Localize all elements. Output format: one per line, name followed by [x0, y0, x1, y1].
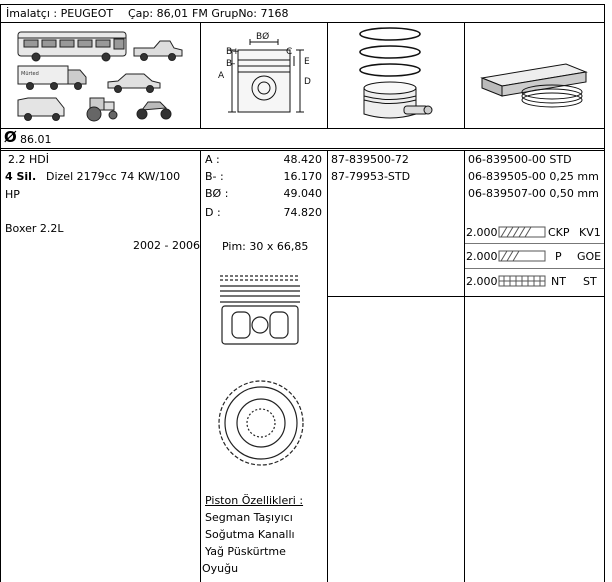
diagram-label-a: A: [218, 71, 225, 81]
diagram-label-d: D: [304, 77, 311, 87]
production-years: 2002 - 2006: [133, 239, 200, 252]
col-divider-3b: [464, 150, 465, 582]
compression-ring-icon: [498, 224, 546, 240]
diameter-value: 86.01: [20, 133, 52, 146]
group-number-label: FM GrupNo: 7168: [192, 7, 289, 20]
oil-ring-icon: [498, 273, 546, 289]
diameter-row-bottom: [0, 148, 605, 149]
dim-value-a: 48.420: [283, 153, 322, 166]
bore-label: Çap: 86,01: [128, 7, 189, 20]
dim-value-d: 74.820: [283, 206, 322, 219]
diagram-label-b-minus: B-: [226, 59, 236, 69]
dim-label-d: D :: [205, 206, 221, 219]
vehicles-icon: [14, 26, 194, 124]
scraper-ring-icon: [498, 248, 546, 264]
diameter-symbol-icon: Ø: [4, 128, 17, 146]
col-divider-1: [200, 22, 201, 128]
piston-top-drawing-icon: [216, 378, 306, 468]
svg-text:Mürted: Mürted: [21, 71, 39, 77]
ring-code-label: P: [555, 250, 562, 263]
ring-size: 2.000: [466, 250, 498, 263]
ring-set-box-icon: [476, 58, 596, 108]
piston-feature-item: Oyuğu: [202, 562, 239, 575]
ring-type-label: KV1: [579, 226, 601, 239]
vehicle-model: Boxer 2.2L: [5, 222, 64, 235]
dim-label-b-diameter: BØ :: [205, 187, 229, 200]
diagram-label-b-plus: B+: [226, 47, 240, 57]
col-divider-3: [464, 22, 465, 128]
ring-size: 2.000: [466, 226, 498, 239]
header-bottom: [0, 22, 605, 23]
dim-label-a: A :: [205, 153, 220, 166]
ring-code[interactable]: 06-839507-00 0,50 mm: [468, 187, 599, 200]
rings-row-bottom: [327, 296, 605, 297]
piston-feature-item: Soğutma Kanallı: [205, 528, 295, 541]
ring-type-label: GOE: [577, 250, 602, 263]
ring-size: 2.000: [466, 275, 498, 288]
piston-code[interactable]: 87-79953-STD: [331, 170, 411, 183]
col-divider-2: [327, 22, 328, 128]
manufacturer-label: İmalatçı : PEUGEOT: [6, 7, 114, 20]
piston-side-drawing-icon: [218, 272, 302, 348]
piston-features-title: Piston Özellikleri :: [205, 494, 304, 507]
rings-and-piston-icon: [350, 26, 440, 124]
diagram-label-e: E: [304, 57, 310, 67]
dim-label-b-minus: B- :: [205, 170, 224, 183]
piston-code[interactable]: 87-839500-72: [331, 153, 409, 166]
dim-value-b-minus: 16.170: [283, 170, 322, 183]
piston-feature-item: Yağ Püskürtme: [205, 545, 286, 558]
pin-size: Pim: 30 x 66,85: [222, 240, 309, 253]
ring-code[interactable]: 06-839505-00 0,25 mm: [468, 170, 599, 183]
border-left: [0, 4, 1, 582]
dim-value-b-diameter: 49.040: [283, 187, 322, 200]
ring-code[interactable]: 06-839500-00 STD: [468, 153, 572, 166]
border-top: [0, 4, 605, 5]
cylinder-count: 4 Sil.: [5, 170, 37, 183]
border-right: [604, 4, 605, 582]
ring-code-label: CKP: [548, 226, 570, 239]
piston-dimension-diagram-icon: [210, 30, 320, 122]
image-row-bottom: [0, 128, 605, 129]
col-divider-1b: [200, 150, 201, 582]
engine-model: 2.2 HDİ: [8, 153, 49, 166]
details-top: [0, 150, 605, 151]
ring-code-label: NT: [551, 275, 566, 288]
ring-divider-2: [464, 268, 605, 269]
diagram-label-c: C: [286, 47, 293, 57]
engine-spec: Dizel 2179cc 74 KW/100: [46, 170, 181, 183]
engine-hp-unit: HP: [5, 188, 20, 201]
ring-divider-1: [464, 243, 605, 244]
col-divider-2b: [327, 150, 328, 582]
diagram-label-b-diameter: BØ: [256, 32, 270, 42]
ring-type-label: ST: [583, 275, 597, 288]
piston-feature-item: Segman Taşıyıcı: [205, 511, 293, 524]
